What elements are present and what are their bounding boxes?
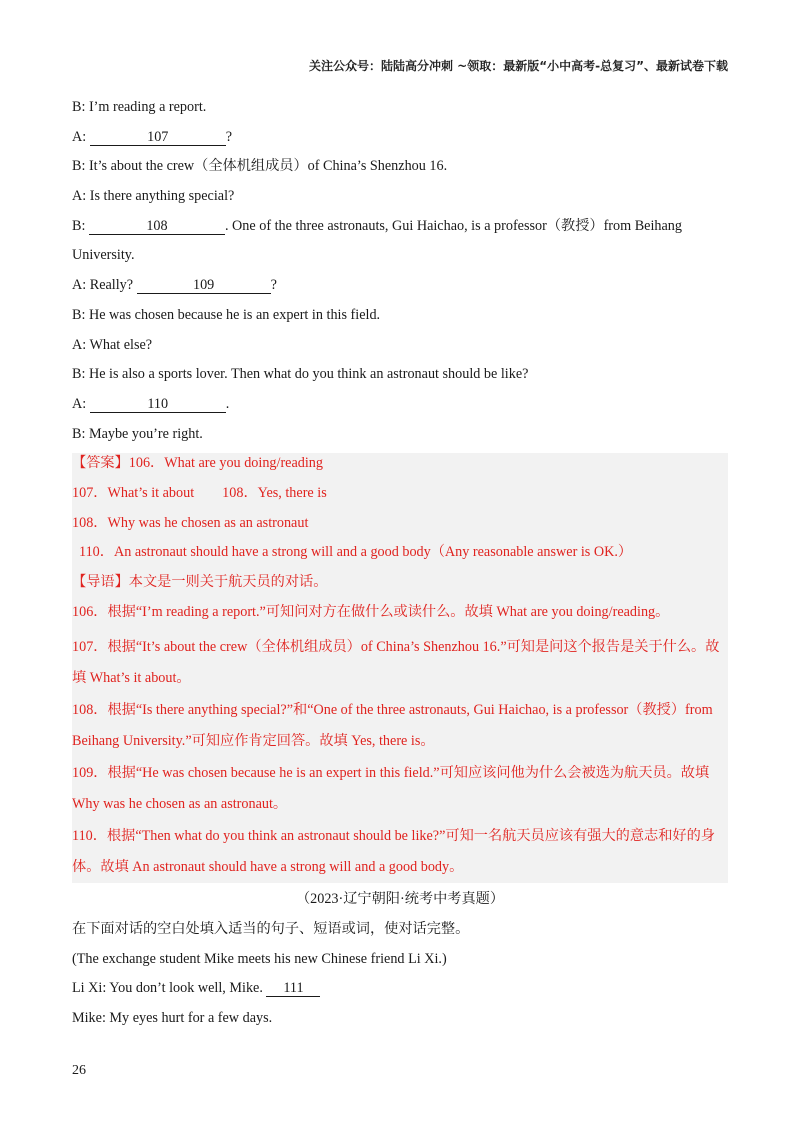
- dialogue-line: B: He was chosen because he is an expert in this field.: [72, 306, 381, 323]
- guide-label: 【导语】: [72, 574, 129, 590]
- page-header: 关注公众号：陆陆高分冲刺 ~领取：最新版“小中高考-总复习”、最新试卷下载: [309, 59, 728, 73]
- answer-blank-109[interactable]: 109: [137, 277, 271, 294]
- dialogue-line: [72, 127, 728, 157]
- guide-text: 本文是一则关于航天员的对话。: [128, 574, 328, 590]
- answer-row: [72, 483, 728, 513]
- answer-section: [72, 453, 728, 883]
- line-suffix: ?: [270, 277, 277, 294]
- answer-blank-108[interactable]: 108: [89, 218, 225, 235]
- guide-row: [72, 572, 728, 602]
- question-context: (The exchange student Mike meets his new Chinese friend Li Xi.): [72, 950, 447, 967]
- dialogue-line: B: I’m reading a report.: [72, 99, 207, 115]
- answer-blank-107[interactable]: 107: [90, 129, 226, 146]
- document-body: [72, 97, 728, 1038]
- answer-blank-110[interactable]: 110: [90, 396, 226, 413]
- line-suffix: ?: [225, 128, 233, 145]
- dialogue-line: B: It’s about the crew（全体机组成员）of China’s Shenzhou 16.: [72, 158, 448, 175]
- line-suffix: .: [225, 395, 230, 412]
- dialogue-line: A: What else?: [72, 336, 153, 353]
- question-source: （2023·辽宁朝阳·统考中考真题）: [295, 891, 505, 908]
- explanation-108: 108．根据“Is there anything special?”和“One of the three astronauts, Gui Haichao, is a professor（教授）from Beihang University.”可知应作肯定回答。故填 Yes, there is。: [72, 702, 713, 750]
- dialogue-line: [72, 394, 728, 424]
- dialogue-line: B: Maybe you’re right.: [72, 425, 203, 442]
- speaker-prefix: A:: [72, 395, 90, 412]
- speaker-prefix: A: Really?: [72, 277, 137, 294]
- dialogue-line: B: He is also a sports lover. Then what do you think an astronaut should be like?: [72, 366, 529, 383]
- answer-row: [72, 453, 728, 483]
- dialogue-line: [72, 978, 728, 1008]
- question-instruction: 在下面对话的空白处填入适当的句子、短语或词，使对话完整。: [72, 921, 470, 938]
- explanation-110: 110．根据“Then what do you think an astronaut should be like?”可知一名航天员应该有强大的意志和好的身体。故填 An astronaut should have a strong will and a good body。: [72, 828, 715, 876]
- dialogue-line: [72, 216, 728, 246]
- dialogue-line: A: Is there anything special?: [72, 188, 235, 205]
- speaker-prefix: A:: [72, 128, 90, 145]
- line-suffix: . One of the three astronauts, Gui Haichao, is a professor（教授）from Beihang: [224, 217, 682, 234]
- answer-108: 108．Yes, there is: [222, 484, 327, 501]
- page-number: 26: [72, 1063, 86, 1078]
- answer-106: 106．What are you doing/reading: [128, 455, 323, 472]
- explanation-109: 109．根据“He was chosen because he is an expert in this field.”可知应该问他为什么会被选为航天员。故填 Why was he chosen as an astronaut。: [72, 765, 710, 813]
- answer-label: 【答案】: [72, 455, 129, 472]
- explanation-106: 106．根据“I’m reading a report.”可知问对方在做什么或读什么。故填 What are you doing/reading。: [72, 603, 670, 620]
- answer-row: 108．Why was he chosen as an astronaut: [72, 514, 309, 531]
- answer-blank-111[interactable]: 111: [266, 980, 320, 997]
- dialogue-line: University.: [72, 247, 135, 264]
- explanation-107: 107．根据“It’s about the crew（全体机组成员）of China’s Shenzhou 16.”可知是问这个报告是关于什么。故填 What’s it about。: [72, 639, 720, 687]
- answer-row: 110．An astronaut should have a strong will and a good body（Any reasonable answer is OK.）: [79, 544, 633, 561]
- speaker-line: Li Xi: You don’t look well, Mike.: [72, 980, 267, 997]
- answer-107: 107．What’s it about: [72, 484, 195, 501]
- dialogue-line: Mike: My eyes hurt for a few days.: [72, 1010, 273, 1027]
- speaker-prefix: B:: [72, 217, 89, 234]
- dialogue-line: [72, 275, 728, 305]
